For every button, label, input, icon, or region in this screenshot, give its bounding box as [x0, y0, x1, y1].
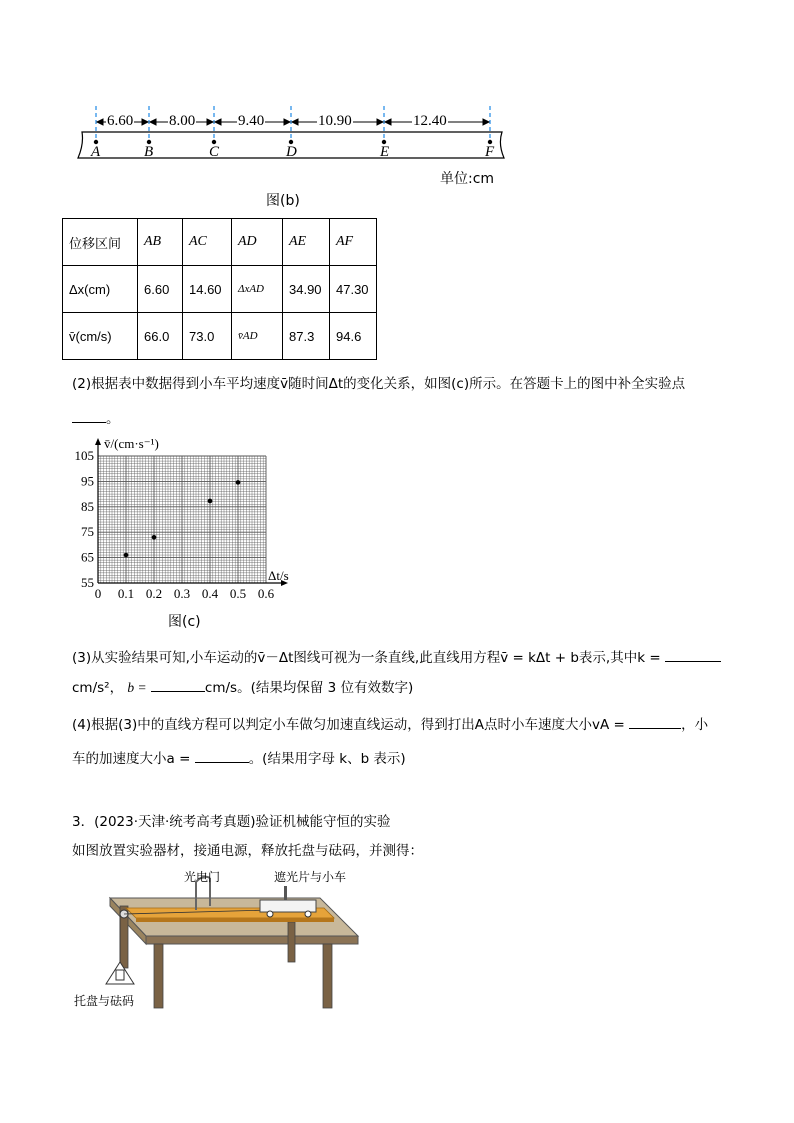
data-point	[124, 553, 129, 558]
y-tick-label: 75	[81, 524, 94, 540]
point-label: C	[209, 144, 220, 160]
x-tick-label: 0.3	[173, 586, 191, 601]
table-cell: AC	[183, 219, 232, 266]
x-tick-label: 0.5	[229, 586, 247, 601]
data-point	[236, 480, 241, 485]
question-4-line2-text: 车的加速度大小a =	[72, 751, 191, 767]
y-tick-label: 95	[81, 473, 94, 489]
x-tick-label: 0.4	[201, 586, 219, 601]
tape-figure	[60, 98, 510, 178]
x-tick-label: 0.6	[257, 586, 275, 601]
table-cell: Δx(cm)	[63, 266, 138, 313]
y-tick-label: 65	[81, 549, 94, 565]
table-cell: ΔxAD	[232, 266, 283, 313]
x-tick-label: 0.2	[145, 586, 163, 601]
segment-label: 12.40	[413, 113, 447, 129]
table-row	[63, 313, 377, 360]
answer-blank-b[interactable]	[151, 677, 205, 692]
figure-caption-c: 图(c)	[168, 614, 201, 630]
label-photogate: 光电门	[184, 870, 221, 884]
answer-blank-va[interactable]	[629, 714, 681, 729]
table-cell: 34.90	[283, 266, 330, 313]
problem-3-title	[72, 812, 391, 832]
question-2-end: 。	[106, 411, 120, 427]
table-cell: AB	[138, 219, 183, 266]
table-cell: AF	[330, 219, 377, 266]
table-cell: 位移区间	[63, 219, 138, 266]
table-row	[63, 219, 377, 266]
table-cell: 87.3	[283, 313, 330, 360]
answer-blank-a[interactable]	[195, 748, 249, 763]
answer-blank-k[interactable]	[665, 647, 721, 662]
y-tick-label: 85	[81, 498, 94, 514]
question-3	[72, 647, 732, 668]
point-label: A	[91, 144, 101, 160]
question-4-line2	[72, 748, 732, 769]
b-label: b =	[127, 680, 147, 695]
segment-label: 6.60	[107, 113, 134, 129]
data-table	[62, 218, 377, 360]
table-cell: v̄AD	[232, 313, 283, 360]
answer-blank[interactable]	[72, 408, 106, 423]
segment-label: 9.40	[238, 113, 265, 129]
point-label: D	[286, 144, 297, 160]
problem-3-title-text: 3．(2023·天津·统考高考真题)验证机械能守恒的实验	[72, 814, 391, 830]
y-axis-arrow	[95, 438, 101, 445]
unit-k: cm/s²，	[72, 680, 124, 696]
problem-3-text	[72, 841, 423, 861]
question-4-line1-end: ，小	[681, 717, 709, 733]
question-3-tail: cm/s。(结果均保留 3 位有效数字)	[204, 680, 414, 696]
table-row	[63, 266, 377, 313]
question-2	[72, 374, 732, 394]
question-2-text: (2)根据表中数据得到小车平均速度v̄随时间Δt的变化关系，如图(c)所示。在答题卡上的图中补全实验点	[72, 376, 686, 392]
table-cell: 66.0	[138, 313, 183, 360]
y-tick-label: 55	[81, 575, 94, 590]
point-label: F	[485, 144, 495, 160]
chart-ylabel: v̄/(cm·s⁻¹)	[104, 436, 159, 451]
problem-3-body: 如图放置实验器材，接通电源，释放托盘与砝码，并测得：	[72, 843, 423, 859]
segment-label: 10.90	[318, 113, 352, 129]
point-label: E	[380, 144, 390, 160]
table-cell: 14.60	[183, 266, 232, 313]
unit-label: 单位:cm	[440, 171, 495, 187]
point-label: B	[144, 144, 154, 160]
table-cell: 47.30	[330, 266, 377, 313]
question-4	[72, 714, 732, 735]
table-cell: AD	[232, 219, 283, 266]
table-cell: 94.6	[330, 313, 377, 360]
table-cell: v̄(cm/s)	[63, 313, 138, 360]
table-cell: AE	[283, 219, 330, 266]
data-point	[208, 499, 213, 504]
label-cart: 遮光片与小车	[274, 870, 347, 884]
data-point	[152, 535, 157, 540]
figure-caption-b: 图(b)	[266, 193, 300, 209]
question-2-blank-line	[72, 408, 120, 429]
table-cell: 73.0	[183, 313, 232, 360]
x-tick-label: 0	[94, 586, 102, 601]
question-3-line2	[72, 677, 732, 698]
question-3-text: (3)从实验结果可知,小车运动的v̄－Δt图线可视为一条直线,此直线用方程v̄ = kΔt + b表示,其中k =	[72, 650, 661, 666]
label-weight: 托盘与砝码	[74, 994, 135, 1008]
question-4-line2-end: 。(结果用字母 k、b 表示)	[248, 751, 406, 767]
table-cell: 6.60	[138, 266, 183, 313]
y-tick-label: 105	[74, 448, 94, 463]
question-4-text: (4)根据(3)中的直线方程可以判定小车做匀加速直线运动，得到打出A点时小车速度大小vA =	[72, 717, 625, 733]
chart-xlabel: Δt/s	[268, 568, 289, 583]
segment-label: 8.00	[169, 113, 196, 129]
x-tick-label: 0.1	[117, 586, 135, 601]
